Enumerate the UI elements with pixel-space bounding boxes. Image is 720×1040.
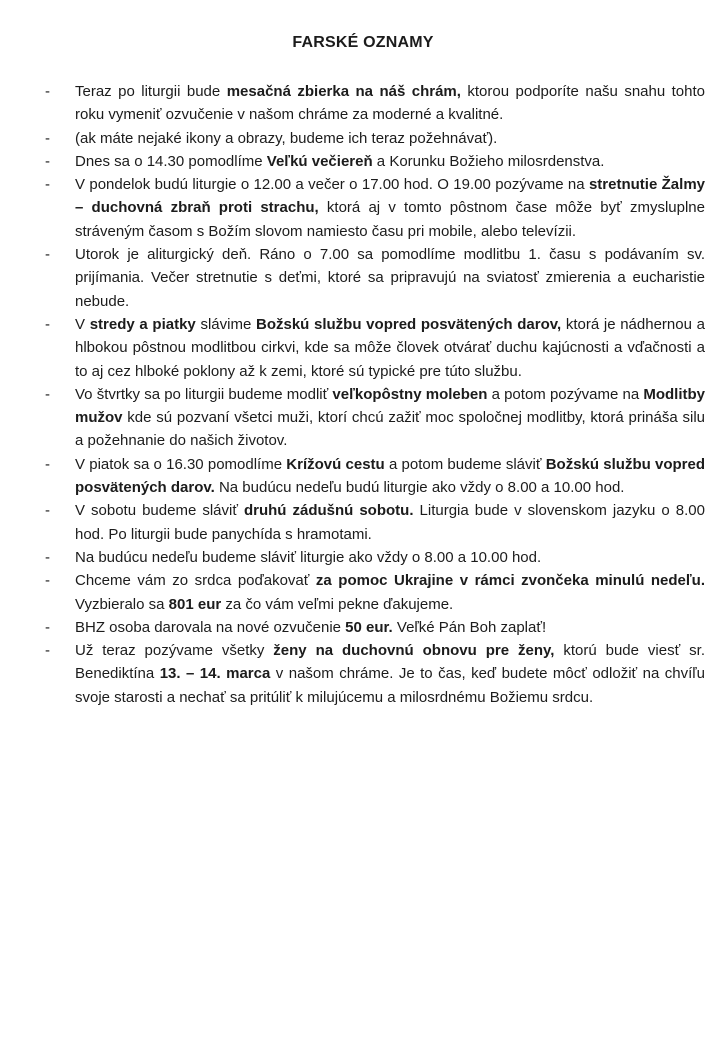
list-item-text: Teraz po liturgii bude mesačná zbierka na náš chrám, ktorou podporíte našu snahu tohto roku vymeniť ozvučenie v našom chráme za moderné a kvalitné. xyxy=(75,83,705,124)
list-item-text: BHZ osoba darovala na nové ozvučenie 50 eur. Veľké Pán Boh zaplať! xyxy=(75,618,547,636)
announcement-list xyxy=(45,80,705,709)
list-item xyxy=(45,639,705,709)
list-item xyxy=(45,127,705,150)
list-item-text: Chceme vám zo srdca poďakovať za pomoc Ukrajine v rámci zvončeka minulú nedeľu. Vyzbieralo sa 801 eur za čo vám veľmi pekne ďakujeme. xyxy=(75,572,706,613)
bullet-dash: - xyxy=(45,642,50,660)
list-item xyxy=(45,546,705,569)
page-title: FARSKÉ OZNAMY xyxy=(292,34,434,51)
list-item-text: V piatok sa o 16.30 pomodlíme Krížovú cestu a potom budeme sláviť Božskú službu vopred posvätených darov. Na budúcu nedeľu budú liturgie ako vždy o 8.00 a 10.00 hod. xyxy=(75,455,705,497)
list-item xyxy=(45,173,705,243)
list-item-text: V pondelok budú liturgie o 12.00 a večer o 17.00 hod. O 19.00 pozývame na stretnutie Žalmy – duchovná zbraň proti strachu, ktorá aj v tomto pôstnom čase môže byť zmysluplne stráveným časom s Božím slovom namiesto času pri mobile, alebo televízii. xyxy=(75,176,705,240)
bullet-dash: - xyxy=(45,83,50,100)
bullet-dash: - xyxy=(45,455,50,473)
bullet-dash: - xyxy=(45,502,50,520)
list-item-text: Utorok je aliturgický deň. Ráno o 7.00 sa pomodlíme modlitbu 1. času s podávaním sv. prijímania. Večer stretnutie s deťmi, ktoré sa pripravujú na sviatosť zmierenia a eucharistie nebude. xyxy=(75,246,705,310)
list-item-text: Už teraz pozývame všetky ženy na duchovnú obnovu pre ženy, ktorú bude viesť sr. Benediktína 13. – 14. marca v našom chráme. Je to čas, keď budete môcť odložiť na chvíľu svoje starosti a nechať sa pritúliť k milujúcemu a milosrdnému Božiemu srdcu. xyxy=(75,642,705,706)
bullet-dash: - xyxy=(45,129,50,147)
list-item-text: Dnes sa o 14.30 pomodlíme Veľkú večiereň a Korunku Božieho milosrdenstva. xyxy=(75,152,605,170)
list-item xyxy=(45,243,705,313)
list-item-text: Vo štvrtky sa po liturgii budeme modliť veľkopôstny moleben a potom pozývame na Modlitby mužov kde sú pozvaní všetci muži, ktorí chcú zažiť moc spoločnej modlitby, ktorá prináša silu a požehnanie do našich životov. xyxy=(75,385,705,450)
bullet-dash: - xyxy=(45,618,50,636)
list-item xyxy=(45,150,705,173)
list-item xyxy=(45,453,705,500)
list-item xyxy=(45,313,705,383)
list-item xyxy=(45,616,705,639)
list-item-text: Na budúcu nedeľu budeme sláviť liturgie ako vždy o 8.00 a 10.00 hod. xyxy=(75,548,542,566)
bullet-dash: - xyxy=(45,385,50,403)
bullet-dash: - xyxy=(45,572,50,590)
list-item xyxy=(45,383,705,453)
list-item xyxy=(45,80,705,127)
bullet-dash: - xyxy=(45,152,50,170)
bullet-dash: - xyxy=(45,548,50,566)
list-item-text: V sobotu budeme sláviť druhú zádušnú sobotu. Liturgia bude v slovenskom jazyku o 8.00 hod. Po liturgii bude panychída s hramotami. xyxy=(75,502,705,543)
list-item xyxy=(45,569,705,616)
list-item-text: (ak máte nejaké ikony a obrazy, budeme ich teraz požehnávať). xyxy=(75,129,498,147)
list-item-text: V stredy a piatky slávime Božskú službu vopred posvätených darov, ktorá je nádhernou a hlbokou pôstnou modlitbou cirkvi, kde sa môže človek otvárať duchu kajúcnosti a vďačnosti a to aj cez hlboké poklony až k zemi, ktoré sú typické pre túto službu. xyxy=(75,315,705,380)
bullet-dash: - xyxy=(45,315,50,333)
list-item xyxy=(45,499,705,546)
bullet-dash: - xyxy=(45,176,50,194)
bullet-dash: - xyxy=(45,246,50,264)
